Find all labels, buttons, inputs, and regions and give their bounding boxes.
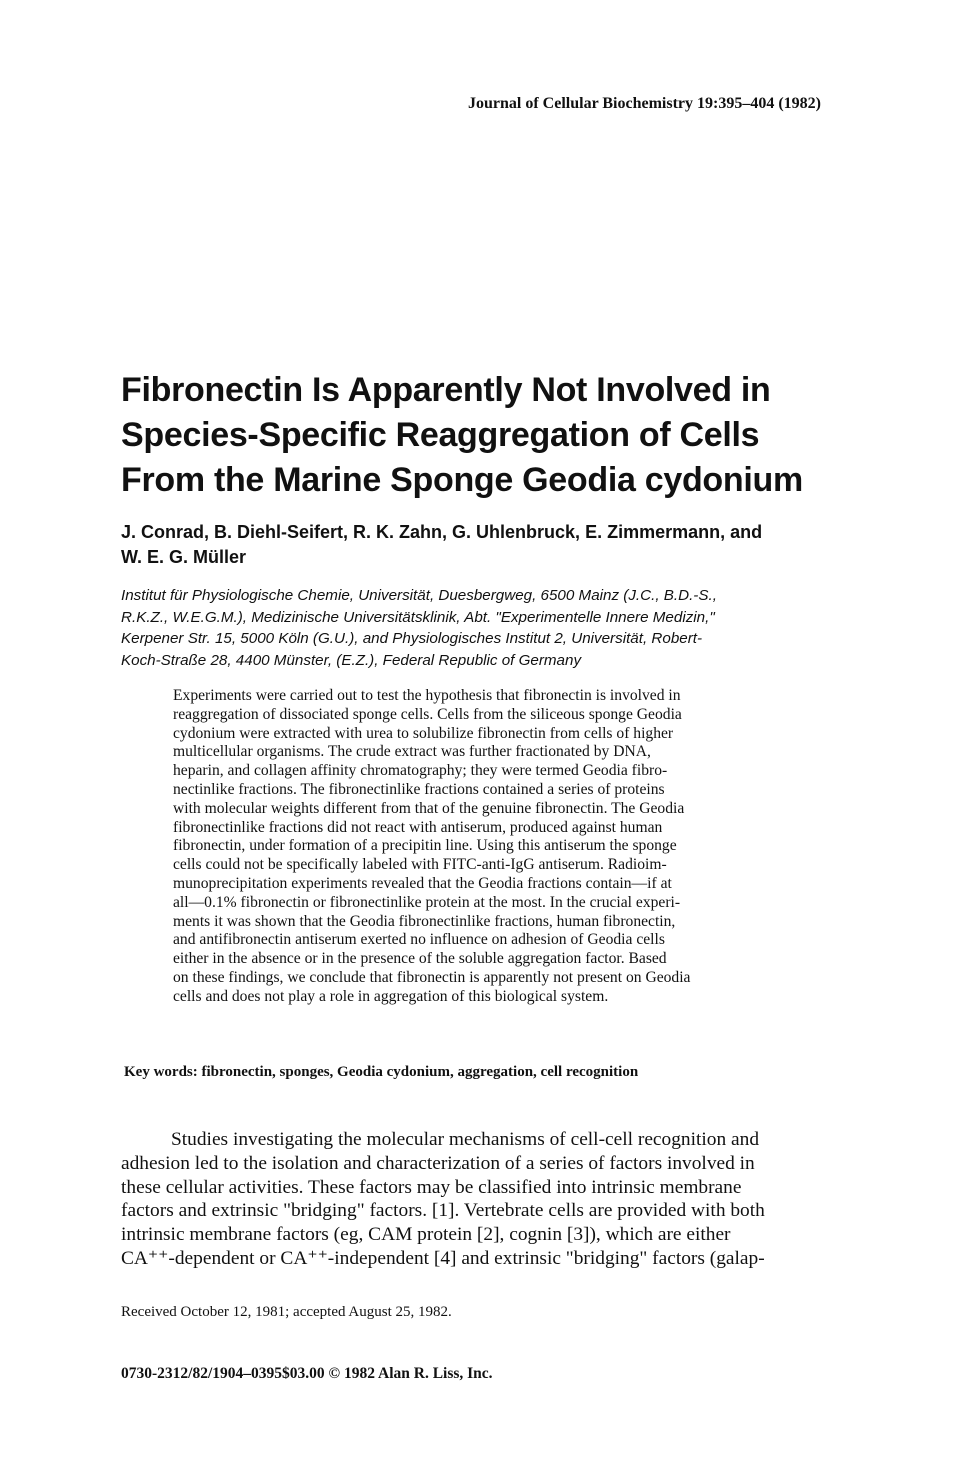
abstract-line: cydonium were extracted with urea to solubilize fibronectin from cells of higher (173, 724, 674, 742)
abstract-line: heparin, and collagen affinity chromatography; they were termed Geodia fibro- (173, 762, 668, 780)
abstract-line: multicellular organisms. The crude extract was further fractionated by DNA, (173, 743, 651, 761)
keywords: Key words: fibronectin, sponges, Geodia cydonium, aggregation, cell recognition (124, 1064, 639, 1080)
received-date: Received October 12, 1981; accepted August 25, 1982. (121, 1304, 452, 1320)
abstract-line: and antifibronectin antiserum exerted no influence on adhesion of Geodia cells (173, 931, 665, 949)
abstract-line: cells could not be specifically labeled with FITC-anti-IgG antiserum. Radioim- (173, 856, 667, 874)
body-line: these cellular activities. These factors may be classified into intrinsic membrane (121, 1176, 742, 1198)
abstract-line: munoprecipitation experiments revealed that the Geodia fractions contain—if at (173, 874, 672, 892)
abstract-line: cells and does not play a role in aggregation of this biological system. (173, 987, 609, 1005)
title-line: From the Marine Sponge Geodia cydonium (121, 461, 803, 499)
affiliation-line: Institut für Physiologische Chemie, Universität, Duesbergweg, 6500 Mainz (J.C., B.D.-S., (121, 587, 717, 604)
body-line: Studies investigating the molecular mechanisms of cell-cell recognition and (171, 1129, 760, 1150)
body-line: intrinsic membrane factors (eg, CAM protein [2], cognin [3]), which are either (121, 1224, 731, 1246)
body-paragraph (121, 1128, 866, 1271)
affiliation-line: R.K.Z., W.E.G.M.), Medizinische Universitätsklinik, Abt. "Experimentelle Innere Medizin," (121, 608, 715, 626)
abstract-line: with molecular weights different from that of the genuine fibronectin. The Geodia (173, 799, 685, 817)
author-line: W. E. G. Müller (121, 547, 247, 567)
abstract-line: Experiments were carried out to test the hypothesis that fibronectin is involved in (173, 687, 681, 704)
body-line: adhesion led to the isolation and characterization of a series of factors involved in (121, 1152, 755, 1174)
abstract-line: nectinlike fractions. The fibronectinlike fractions contained a series of proteins (173, 780, 665, 798)
abstract-line: all—0.1% fibronectin or fibronectinlike protein at the most. In the crucial experi- (173, 893, 681, 911)
abstract-line: fibronectin, under formation of a precipitin line. Using this antiserum the sponge (173, 837, 677, 855)
abstract (173, 687, 823, 1007)
affiliation-line: Koch-Straße 28, 4400 Münster, (E.Z.), Federal Republic of Germany (121, 651, 582, 669)
author-line: J. Conrad, B. Diehl-Seifert, R. K. Zahn, G. Uhlenbruck, E. Zimmermann, and (121, 522, 763, 542)
abstract-line: reaggregation of dissociated sponge cells. Cells from the siliceous sponge Geodia (173, 705, 682, 723)
abstract-line: fibronectinlike fractions did not react with antiserum, produced against human (173, 818, 663, 836)
title-line: Fibronectin Is Apparently Not Involved in (121, 371, 771, 409)
affiliation-line: Kerpener Str. 15, 5000 Köln (G.U.), and Physiologisches Institut 2, Universität, Robert- (121, 630, 703, 647)
body-line: CA⁺⁺-dependent or CA⁺⁺-independent [4] and extrinsic "bridging" factors (galap- (121, 1247, 765, 1269)
journal-header: Journal of Cellular Biochemistry 19:395–404 (1982) (468, 95, 822, 112)
abstract-line: on these findings, we conclude that fibronectin is apparently not present on Geodia (173, 968, 691, 986)
title-line: Species-Specific Reaggregation of Cells (121, 416, 760, 454)
body-line: factors and extrinsic "bridging" factors. [1]. Vertebrate cells are provided with both (121, 1200, 765, 1222)
abstract-line: either in the absence or in the presence of the soluble aggregation factor. Based (173, 950, 667, 968)
affiliation (121, 585, 881, 671)
copyright-footer: 0730-2312/82/1904–0395$03.00 © 1982 Alan R. Liss, Inc. (121, 1365, 493, 1382)
abstract-line: ments it was shown that the Geodia fibronectinlike fractions, human fibronectin, (173, 912, 676, 930)
paper-title (121, 368, 881, 503)
author-list (121, 520, 881, 570)
